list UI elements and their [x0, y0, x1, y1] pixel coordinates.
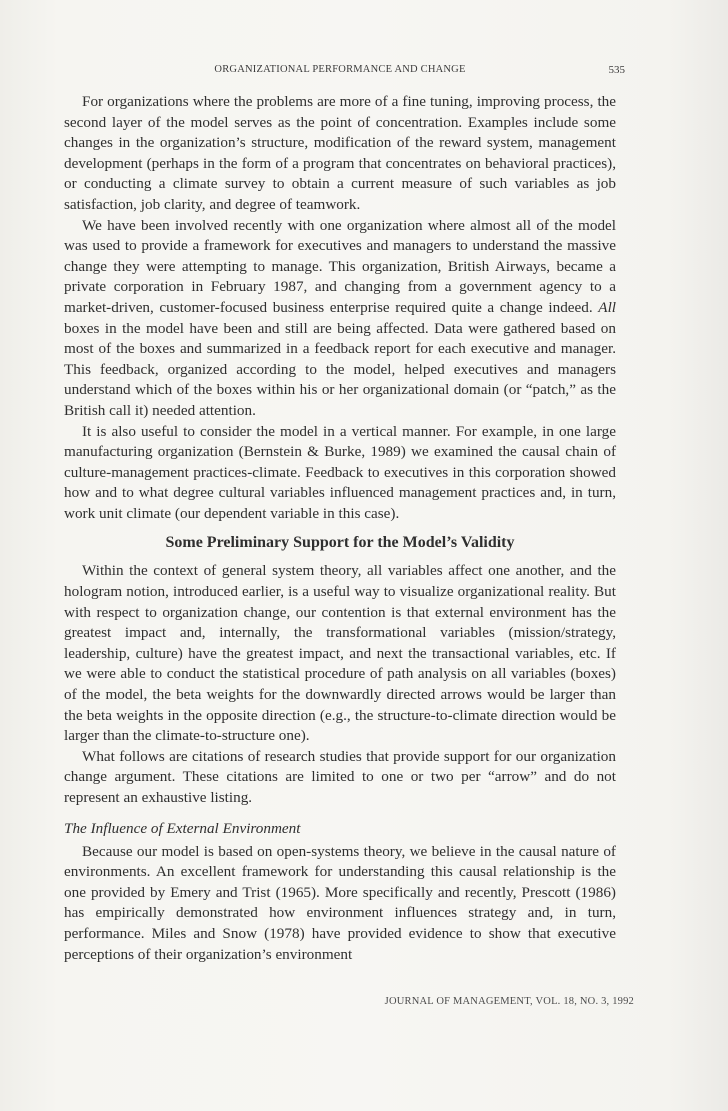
- running-title: ORGANIZATIONAL PERFORMANCE AND CHANGE: [214, 64, 466, 75]
- paragraph-vertical-manner: It is also useful to consider the model in a vertical manner. For example, in one large manufacturing organization (Bernstein & Burke, 1989) we examined the causal chain of culture-management practices-climate. Feedback to executives in this corporation showed how and to what degree cultural variables influenced management practices and, in turn, work unit climate (our dependent variable in this case).: [64, 422, 616, 522]
- paragraph-british-airways-part-2: boxes in the model have been and still are being affected. Data were gathered based on most of the boxes and summarized in a feedback report for each executive and manager. This feedback, organized according to the model, helped executives and managers understand which of the boxes within his or her organizational domain (or “patch,” as the British call it) needed attention.: [64, 319, 616, 419]
- paragraph-british-airways-part-1: We have been involved recently with one organization where almost all of the model was used to provide a framework for executives and managers to understand the massive change they were attempting to manage. This organization, British Airways, became a private corporation in February 1987, and changing from a government agency to a market-driven, customer-focused business enterprise required quite a change indeed.: [64, 216, 616, 316]
- section-heading: Some Preliminary Support for the Model’s Validity: [165, 534, 515, 552]
- paragraph-british-airways: [64, 216, 616, 422]
- paragraph-citations-intro: What follows are citations of research studies that provide support for our organization change argument. These citations are limited to one or two per “arrow” and do not represent an exhaustive listing.: [64, 747, 616, 806]
- running-head: [0, 64, 728, 84]
- journal-footer: JOURNAL OF MANAGEMENT, VOL. 18, NO. 3, 1992: [384, 996, 634, 1007]
- paragraph-open-systems: Because our model is based on open-systems theory, we believe in the causal nature of environments. An excellent framework for understanding this causal relationship is the one provided by Emery and Trist (1965). More specifically and recently, Prescott (1986) has empirically demonstrated how environment influences strategy and, in turn, performance. Miles and Snow (1978) have provided evidence to show that executive perceptions of their organization’s environment: [64, 842, 616, 963]
- paragraph-general-system-theory: Within the context of general system theory, all variables affect one another, and the hologram notion, introduced earlier, is a useful way to visualize organizational reality. But with respect to organization change, our contention is that external environment has the greatest impact and, internally, the transformational variables (mission/strategy, leadership, culture) have the greatest impact, and next the transactional variables, etc. If we were able to conduct the statistical procedure of path analysis on all variables (boxes) of the model, the beta weights for the downwardly directed arrows would be larger than the beta weights in the opposite direction (e.g., the structure-to-climate direction would be larger than the climate-to-structure one).: [64, 562, 616, 745]
- subsection-heading: The Influence of External Environment: [64, 819, 301, 837]
- emphasis-all: All: [598, 298, 617, 316]
- article-body: [64, 92, 616, 965]
- paragraph-fine-tuning: For organizations where the problems are more of a fine tuning, improving process, the second layer of the model serves as the point of concentration. Examples include some changes in the organization’s structure, modification of the reward system, management development (perhaps in the form of a program that concentrates on behavioral practices), or conducting a climate survey to obtain a current measure of such variables as job satisfaction, job clarity, and degree of teamwork.: [64, 93, 616, 213]
- page-number: 535: [608, 64, 625, 76]
